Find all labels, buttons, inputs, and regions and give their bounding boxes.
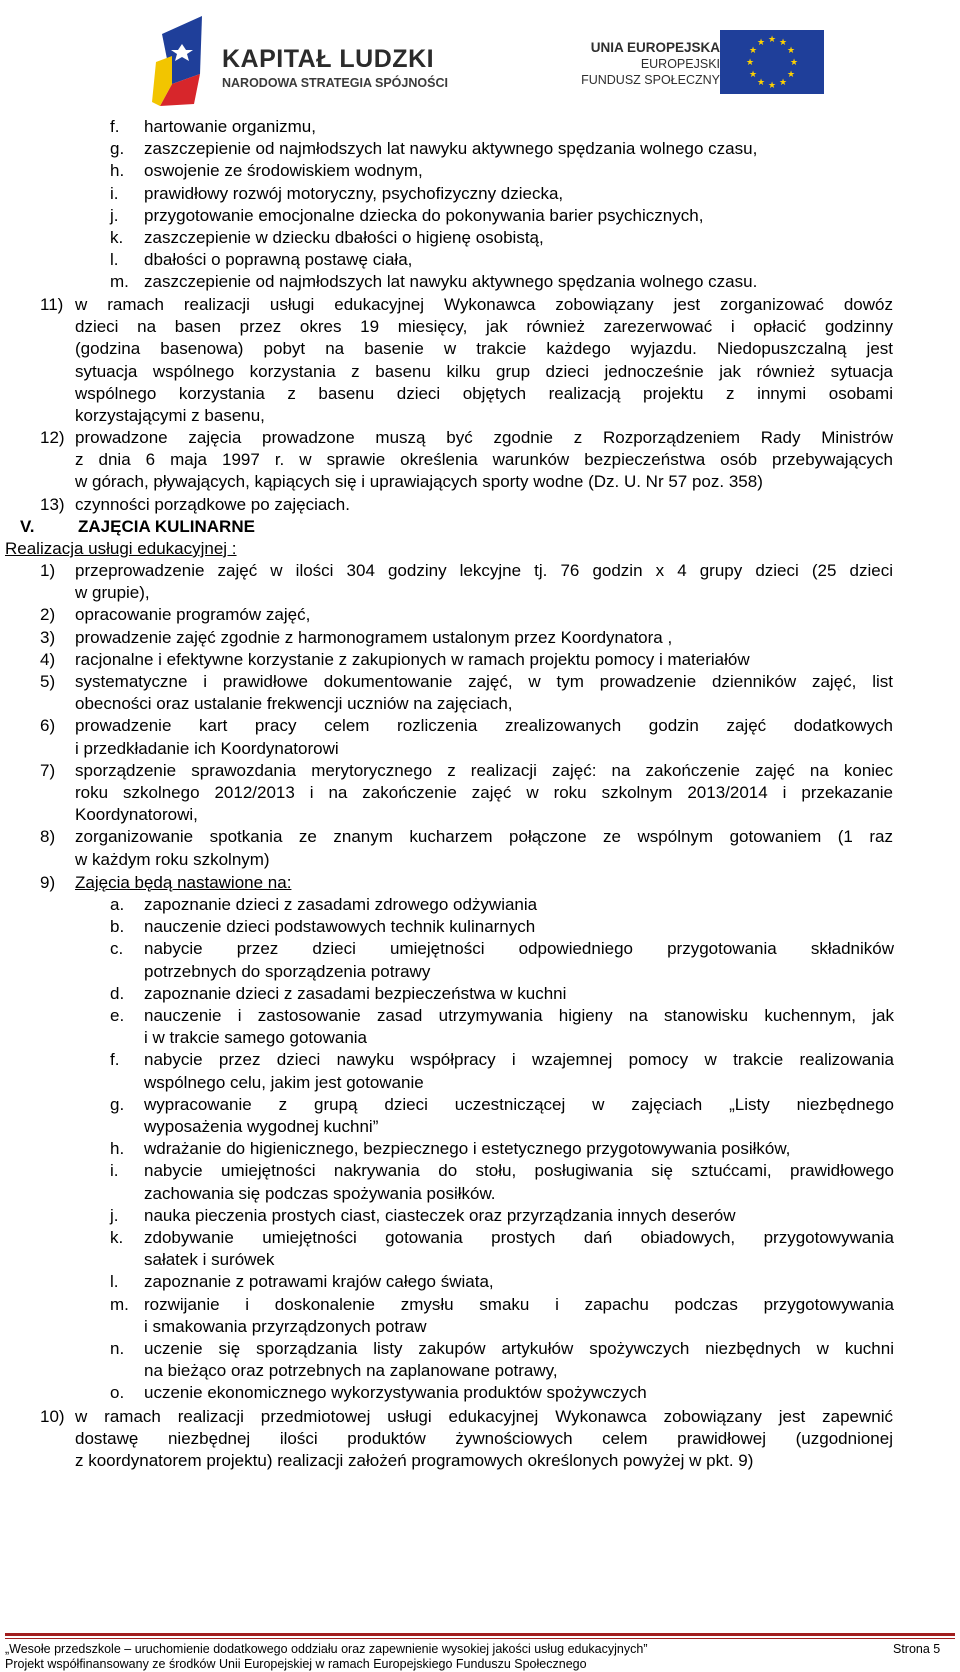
sub-item-marker: f. xyxy=(110,1050,120,1070)
list-item-text: zaszczepienie od najmłodszych lat nawyku aktywnego spędzania wolnego czasu. xyxy=(144,272,758,292)
sub-item-line: sałatek i surówek xyxy=(144,1250,275,1270)
ue-line1: UNIA EUROPEJSKA xyxy=(590,40,720,55)
item-9-number: 9) xyxy=(40,873,56,892)
sub-item-line: wyposażenia wygodnej kuchni” xyxy=(144,1117,379,1136)
item-number: 6) xyxy=(40,716,56,736)
svg-text:★: ★ xyxy=(778,38,788,48)
sub-item-marker: d. xyxy=(110,983,125,1003)
item-line: prowadzenie zajęć zgodnie z harmonogramem ustalonym przez Koordynatora , xyxy=(75,627,673,647)
item10-number: 10) xyxy=(40,1407,65,1426)
item-line: w każdym roku szkolnym) xyxy=(75,849,270,869)
sub-item-line: zapoznanie z potrawami krajów całego świata, xyxy=(144,1272,494,1292)
sub-item-line: potrzebnych do sporządzenia potrawy xyxy=(144,961,431,981)
sub-item-marker: e. xyxy=(110,1006,125,1025)
item-number: 5) xyxy=(40,672,56,691)
footer-rule-thin xyxy=(5,1638,955,1639)
sub-item-line: rozwijanie i doskonalenie zmysłu smaku i zapachu podczas przygotowywania xyxy=(144,1294,894,1314)
sub-item-line: nabycie przez dzieci umiejętności odpowiedniego przygotowania składników xyxy=(144,939,894,959)
item11-line: korzystającymi z basenu, xyxy=(75,406,265,425)
kapital-ludzki-title: KAPITAŁ LUDZKI xyxy=(222,45,435,73)
item-line: przeprowadzenie zajęć w ilości 304 godziny lekcyjne tj. 76 godzin x 4 grupy dzieci (25 dzieci xyxy=(75,561,893,580)
item-line: opracowanie programów zajęć, xyxy=(75,605,311,625)
item-line: i przedkładanie ich Koordynatorowi xyxy=(75,738,339,758)
item11-line: (godzina basenowa) pobyt na basenie w trakcie każdego wyjazdu. Niedopuszczalną jest xyxy=(75,339,893,359)
sub-item-marker: i. xyxy=(110,1161,119,1181)
item12-line: prowadzone zajęcia prowadzone muszą być zgodnie z Rozporządzeniem Rady Ministrów xyxy=(75,428,893,447)
footer-page-number: Strona 5 xyxy=(893,1642,941,1656)
list-marker: m. xyxy=(110,272,129,292)
item-number: 1) xyxy=(40,561,56,580)
item10-line: z koordynatorem projektu) realizacji założeń programowych określonych powyżej w pkt. 9) xyxy=(75,1451,754,1471)
svg-text:★: ★ xyxy=(767,35,777,45)
item-line: sporządzenie sprawozdania merytorycznego z realizacji zajęć: na zakończenie zajęć na koniec xyxy=(75,760,893,780)
sub-item-line: nauka pieczenia prostych ciast, ciasteczek oraz przyrządzania innych deserów xyxy=(144,1205,736,1225)
sub-item-line: nauczenie i zastosowanie zasad utrzymywania higieny na stanowisku kuchennym, jak xyxy=(144,1006,894,1025)
item-line: w grupie), xyxy=(75,583,150,603)
section-roman-numeral: V. xyxy=(20,517,35,536)
eu-flag-icon xyxy=(720,30,824,94)
sub-item-line: wspólnego celu, jakim jest gotowanie xyxy=(144,1072,424,1092)
list-marker: f. xyxy=(110,117,120,136)
sub-item-line: nabycie przez dzieci nawyku współpracy i wzajemnej pomocy w trakcie realizowania xyxy=(144,1050,894,1070)
list-marker: g. xyxy=(110,139,125,159)
item-number: 2) xyxy=(40,605,56,625)
item-number: 7) xyxy=(40,760,56,780)
sub-item-marker: a. xyxy=(110,895,125,914)
svg-text:★: ★ xyxy=(745,58,755,68)
list-marker: h. xyxy=(110,161,125,181)
sub-item-line: nabycie umiejętności nakrywania do stołu, posługiwania się sztućcami, prawidłowego xyxy=(144,1161,894,1181)
svg-text:★: ★ xyxy=(789,58,799,68)
kapital-ludzki-subtitle: NARODOWA STRATEGIA SPÓJNOŚCI xyxy=(222,76,448,90)
list-item-text: prawidłowy rozwój motoryczny, psychofizyczny dziecka, xyxy=(144,183,564,203)
item-line: Koordynatorowi, xyxy=(75,805,198,825)
sub-item-line: zapoznanie dzieci z zasadami zdrowego odżywiania xyxy=(144,895,538,914)
list-marker: i. xyxy=(110,183,119,203)
list-item-text: zaszczepienie od najmłodszych lat nawyku aktywnego spędzania wolnego czasu, xyxy=(144,139,758,159)
sub-item-line: uczenie się sporządzania listy zakupów artykułów spożywczych niezbędnych w kuchni xyxy=(144,1339,894,1358)
item-number: 8) xyxy=(40,827,56,847)
item12-number: 12) xyxy=(40,428,65,447)
svg-text:★: ★ xyxy=(786,70,796,80)
sub-item-marker: g. xyxy=(110,1094,125,1114)
item-line: systematyczne i prawidłowe dokumentowanie zajęć, w tym prowadzenie dzienników zajęć, list xyxy=(75,672,893,691)
item-9-text: Zajęcia będą nastawione na: xyxy=(75,873,292,892)
sub-item-marker: j. xyxy=(110,1205,119,1225)
sub-item-line: wdrażanie do higienicznego, bezpiecznego i estetycznego przygotowywania posiłków, xyxy=(144,1139,791,1159)
list-marker: j. xyxy=(110,205,119,225)
sub-item-marker: c. xyxy=(110,939,124,959)
list-item-text: przygotowanie emocjonalne dziecka do pokonywania barier psychicznych, xyxy=(144,205,704,225)
item12-line: w górach, pływających, kąpiących się i uprawiających sporty wodne (Dz. U. Nr 57 poz. 358) xyxy=(75,472,763,492)
svg-text:★: ★ xyxy=(748,46,758,56)
svg-text:★: ★ xyxy=(786,46,796,56)
sub-item-marker: n. xyxy=(110,1339,125,1358)
item11-number: 11) xyxy=(40,295,64,314)
sub-item-marker: k. xyxy=(110,1228,124,1247)
item11-line: wspólnego korzystania z basenu dzieci objętych realizacją projektu z innymi osobami xyxy=(75,383,893,403)
item11-line: dzieci na basen przez okres 19 miesięcy, jak również zarezerwować i opłacić godzinny xyxy=(75,317,893,337)
item11-line: sytuacja wspólnego korzystania z basenu kilku grup dzieci jednocześnie jak również sytuacja xyxy=(75,361,893,381)
sub-item-line: i smakowania przyrządzonych potraw xyxy=(144,1316,427,1336)
list-item-text: zaszczepienie w dziecku dbałości o higienę osobistą, xyxy=(144,228,544,247)
list-item-text: dbałości o poprawną postawę ciała, xyxy=(144,250,413,270)
page-header xyxy=(0,0,960,108)
item-number: 3) xyxy=(40,627,56,647)
sub-item-line: na bieżąco oraz potrzebnych na zaplanowane potrawy, xyxy=(144,1361,558,1381)
ue-line3: FUNDUSZ SPOŁECZNY xyxy=(581,73,720,87)
sub-item-marker: b. xyxy=(110,917,125,937)
list-item-text: hartowanie organizmu, xyxy=(144,117,316,136)
sub-item-line: zapoznanie dzieci z zasadami bezpieczeństwa w kuchni xyxy=(144,983,567,1003)
sub-item-marker: l. xyxy=(110,1272,119,1292)
sub-item-line: nauczenie dzieci podstawowych technik kulinarnych xyxy=(144,917,536,937)
sub-item-marker: m. xyxy=(110,1294,129,1314)
sub-item-line: i w trakcie samego gotowania xyxy=(144,1028,368,1048)
sub-item-marker: o. xyxy=(110,1383,125,1403)
item-line: roku szkolnego 2012/2013 i na zakończenie zajęć w roku szkolnym 2013/2014 i przekazanie xyxy=(75,783,893,802)
svg-text:★: ★ xyxy=(756,78,766,88)
sub-item-line: zdobywanie umiejętności gotowania prostych dań obiadowych, przygotowywania xyxy=(144,1228,894,1247)
kapital-ludzki-logo-icon xyxy=(152,14,212,110)
realizacja-heading: Realizacja usługi edukacyjnej : xyxy=(5,539,237,558)
item-13-text: czynności porządkowe po zajęciach. xyxy=(75,495,350,514)
item-line: racjonalne i efektywne korzystanie z zakupionych w ramach projektu pomocy i materiałów xyxy=(75,649,750,669)
sub-item-marker: h. xyxy=(110,1139,125,1159)
item-line: obecności oraz ustalanie frekwencji uczniów na zajęciach, xyxy=(75,694,513,714)
item-line: prowadzenie kart pracy celem rozliczenia zrealizowanych godzin zajęć dodatkowych xyxy=(75,716,893,736)
list-marker: l. xyxy=(110,250,119,270)
section-title: ZAJĘCIA KULINARNE xyxy=(78,517,255,536)
sub-item-line: zachowania się podczas spożywania posiłków. xyxy=(144,1183,496,1203)
item12-line: z dnia 6 maja 1997 r. w sprawie określenia warunków bezpieczeństwa osób przebywających xyxy=(75,450,893,470)
list-marker: k. xyxy=(110,228,124,247)
list-item-text: oswojenie ze środowiskiem wodnym, xyxy=(144,161,423,181)
svg-text:★: ★ xyxy=(767,81,777,91)
item-13-number: 13) xyxy=(40,495,65,514)
footer-cofinance-note: Projekt współfinansowany ze środków Unii Europejskiej w ramach Europejskiego Funduszu Społecznego xyxy=(5,1657,587,1671)
footer-project-title: „Wesołe przedszkole – uruchomienie dodatkowego oddziału oraz zapewnienie wysokiej jakości usług edukacyjnych” xyxy=(5,1642,648,1656)
svg-text:★: ★ xyxy=(748,70,758,80)
sub-item-line: uczenie ekonomicznego wykorzystywania produktów spożywczych xyxy=(144,1383,647,1403)
svg-text:★: ★ xyxy=(756,38,766,48)
item11-line: w ramach realizacji usługi edukacyjnej Wykonawca zobowiązany jest zorganizować dowóz xyxy=(75,295,893,314)
ue-line2: EUROPEJSKI xyxy=(640,57,720,71)
item-line: zorganizowanie spotkania ze znanym kucharzem połączone ze wspólnym gotowaniem (1 raz xyxy=(75,827,893,847)
item-number: 4) xyxy=(40,649,56,669)
sub-item-line: wypracowanie z grupą dzieci uczestniczącej w zajęciach „Listy niezbędnego xyxy=(144,1094,894,1114)
ue-label xyxy=(560,40,720,88)
svg-text:★: ★ xyxy=(778,78,788,88)
item10-line: dostawę niezbędnej ilości produktów żywnościowych celem prawidłowej (uzgodnionej xyxy=(75,1429,893,1449)
item10-line: w ramach realizacji przedmiotowej usługi edukacyjnej Wykonawca zobowiązany jest zapewnić xyxy=(75,1407,893,1426)
footer-rule xyxy=(5,1633,955,1636)
